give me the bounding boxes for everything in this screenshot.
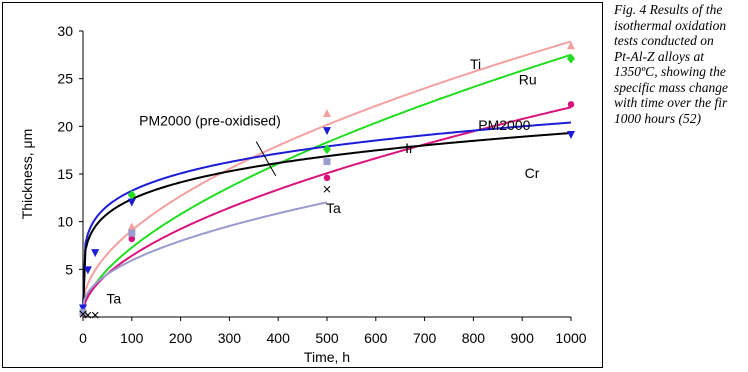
series-label: Ta (106, 290, 122, 307)
caption-line: 1000 hours (52) (614, 110, 701, 126)
data-point (128, 199, 136, 207)
x-tick-label: 300 (217, 330, 242, 346)
y-tick-label: 10 (57, 213, 73, 230)
series-label: PM2000 (478, 117, 531, 134)
data-point (324, 186, 330, 192)
caption-line: specific mass change (614, 79, 728, 95)
x-tick-label: 1000 (555, 330, 587, 346)
y-tick-label: 5 (65, 261, 73, 278)
data-point (128, 230, 135, 237)
x-tick-label: 800 (461, 330, 486, 346)
data-point (91, 249, 99, 257)
x-tick-label: 600 (364, 330, 388, 346)
y-tick-label: 20 (57, 118, 73, 135)
series-label: Ir (405, 140, 414, 157)
caption-line: Fig. 4 Results of the (614, 2, 723, 17)
x-axis-title: Time, h (303, 349, 351, 365)
x-tick-label: 200 (168, 330, 193, 346)
y-tick-label: 15 (57, 166, 73, 182)
caption-line: tests conducted on (614, 33, 714, 48)
data-point (323, 127, 331, 135)
caption-line: isothermal oxidation (614, 17, 727, 33)
label-pointer-line (256, 142, 276, 176)
series-label: PM2000 (pre-oxidised) (139, 112, 281, 129)
x-tick-label: 400 (266, 330, 290, 346)
data-point (568, 101, 575, 108)
x-tick-label: 700 (412, 330, 437, 346)
x-tick-label: 500 (315, 330, 339, 346)
y-axis-title: Thickness, μm (19, 128, 35, 220)
caption-line: 1350ºC, showing the (614, 64, 726, 79)
y-tick-label: 25 (57, 70, 73, 87)
y-tick-label: 30 (57, 23, 73, 39)
caption-line: with time over the fir (614, 95, 728, 110)
series-label: Ta (326, 200, 341, 217)
series-label: Ru (518, 71, 537, 88)
x-tick-label: 900 (510, 330, 534, 346)
data-point (128, 222, 136, 230)
figure-caption (614, 2, 748, 126)
series-label: Cr (524, 164, 540, 181)
series-line (83, 55, 571, 312)
caption-line: Pt-Al-Z alloys at (614, 48, 704, 64)
x-tick-label: 100 (120, 330, 144, 346)
data-point (323, 109, 331, 117)
data-point (567, 131, 575, 139)
data-point (324, 158, 331, 165)
data-point (324, 175, 331, 182)
series-label: Ti (469, 56, 482, 73)
x-tick-label: 0 (79, 330, 87, 346)
